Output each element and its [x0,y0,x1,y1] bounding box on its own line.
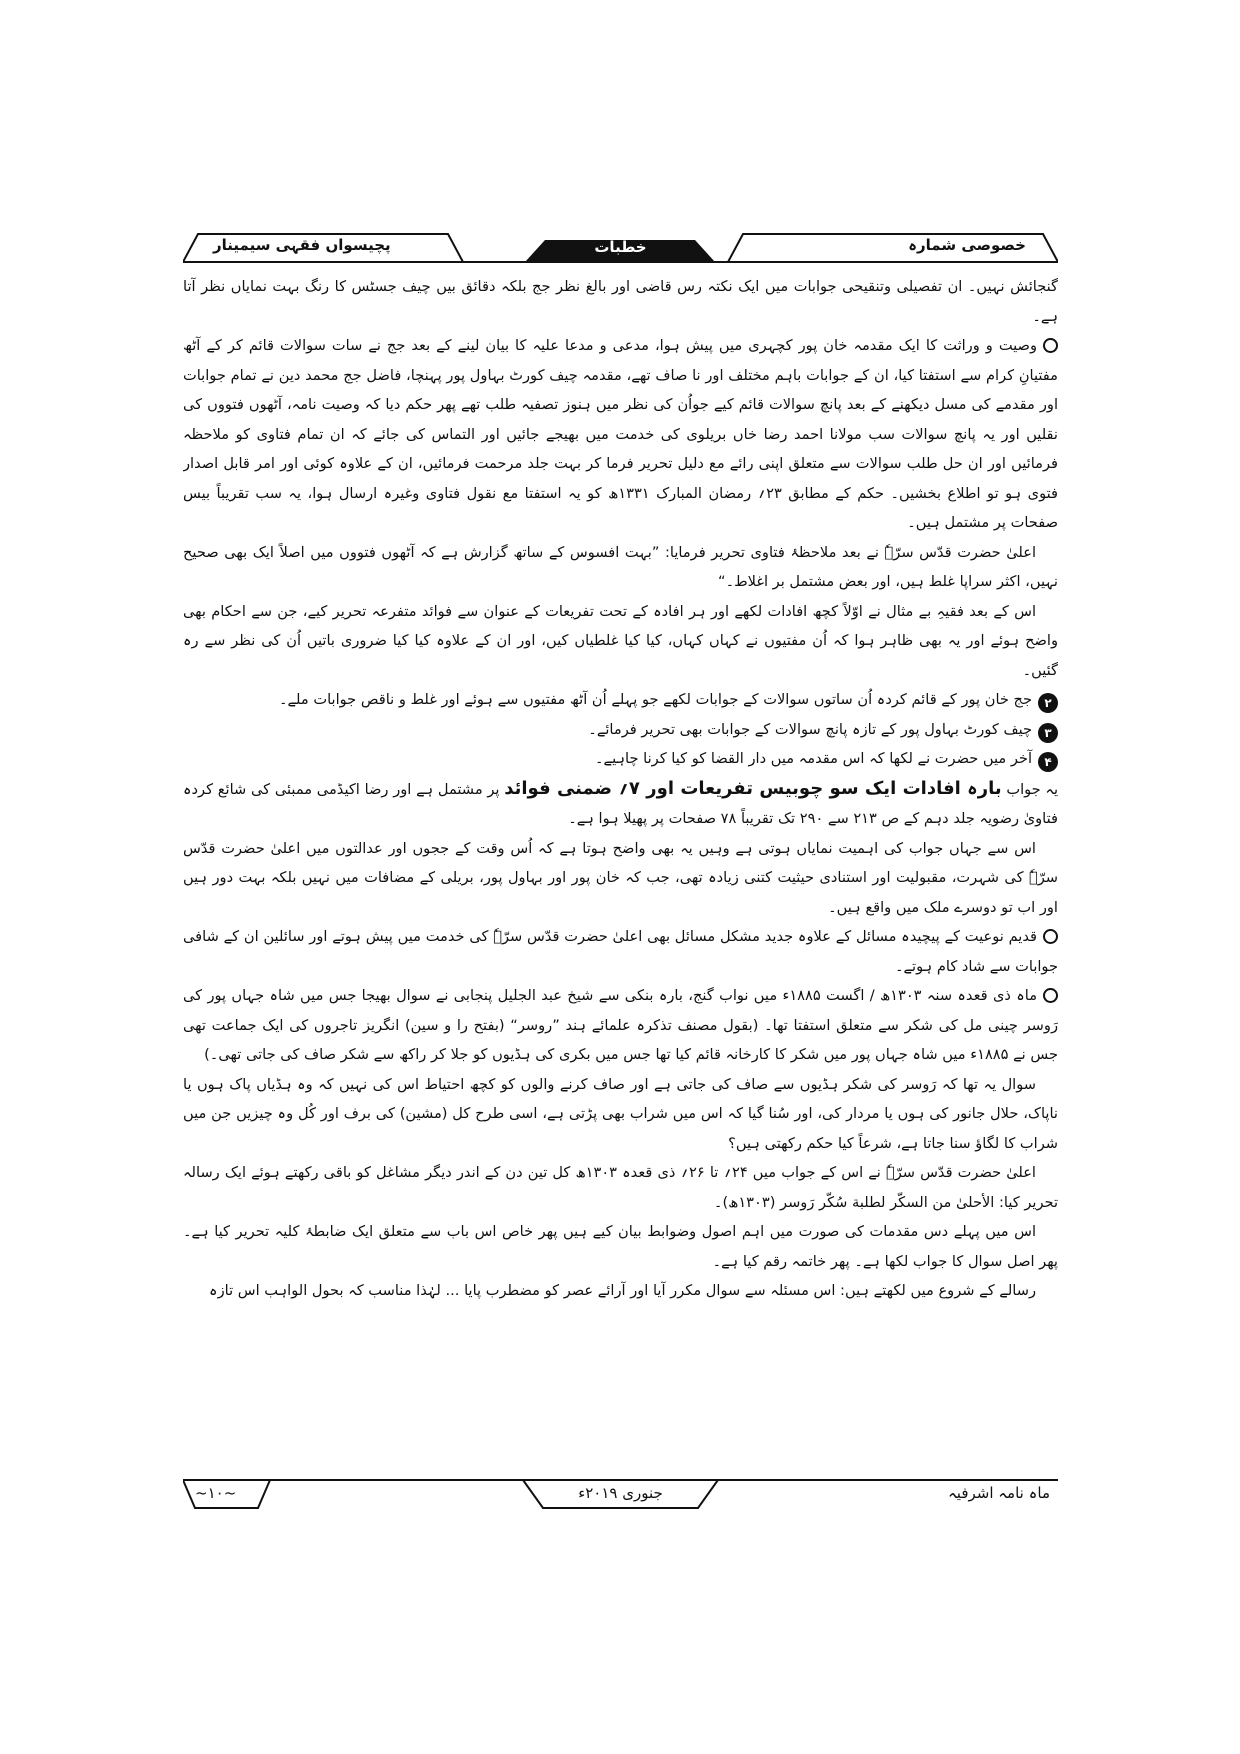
bullet-circle-icon [1043,988,1058,1003]
paragraph-question: سوال یہ تھا کہ رَوسر کی شکر ہڈیوں سے صاف کی جاتی ہے اور صاف کرنے والوں کو کچھ احتیاط اس کی نہیں کہ وہ ہڈیاں پاک ہوں یا ناپاک، حلال جانور کی ہوں یا مردار کی، اور سُنا گیا کہ اس میں شراب بھی پڑتی ہے، اسی طرح کل (مشین) کی برف اور کُل وہ چیزیں جن میں شراب کا لگاؤ سنا جاتا ہے، شرعاً کیا حکم رکھتی ہیں؟ [183,1075,1058,1152]
paragraph-case: وصیت و وراثت کا ایک مقدمہ خان پور کچہری میں پیش ہوا، مدعی و مدعا علیہ کا بیان لینے کے بعد جج نے سات سوالات قائم کر کے آٹھ مفتیانِ کرام سے استفتا کیا، ان کے جوابات باہم مختلف اور نا صاف تھے، مقدمہ چیف کورٹ بہاول پور پہنچا، فاضل جج محمد دین نے تمام جوابات اور مقدمے کی مسل دیکھنے کے بعد پانچ سوالات قائم کیے جواُن کی نظر میں ہنوز تصفیہ طلب تھے پھر حکم دیا کہ وصیت نامہ، آٹھوں فتووں کی نقلیں اور یہ پانچ سوالات سب مولانا احمد رضا خاں بریلوی کی خدمت میں بھیجے جائیں اور التماس کی جائے کہ ان تمام فتاوی کو ملاحظہ فرمائیں اور ان حل طلب سوالات سے متعلق اپنی رائے مع دلیل تحریر فرما کر بہت جلد مرحمت فرمائیں، ان کے علاوہ کوئی اور امر قابل اصدار فتوی ہو تو اطلاع بخشیں۔ حکم کے مطابق ۲۳؍ رمضان المبارک ۱۳۳۱ھ کو یہ استفتا مع نقول فتاوی وغیرہ ارسال ہوا، یہ سب تقریباً بیس صفحات پر مشتمل ہیں۔ [183,337,1058,531]
paragraph-structure: اس میں پہلے دس مقدمات کی صورت میں اہم اصول وضوابط بیان کیے ہیں پھر خاص اس باب سے متعلق ایک ضابطۂ کلیہ تحریر کیا ہے۔ پھر اصل سوال کا جواب لکھا ہے۔ پھر خاتمہ رقم کیا ہے۔ [183,1223,1058,1270]
paragraph-new-issues: قدیم نوعیت کے پیچیدہ مسائل کے علاوہ جدید مشکل مسائل بھی اعلیٰ حضرت قدّس سرّہٗ کی خدمت میں پیش ہوتے اور سائلین ان کے شافی جوابات سے شاد کام ہوتے۔ [183,928,1058,975]
paragraph-summary: یہ جواب بارہ افادات ایک سو چوبیس تفریعات اور ۷؍ ضمنی فوائد پر مشتمل ہے اور رضا اکیڈمی ممبئی کی شائع کردہ فتاویٰ رضویہ جلد دہم کے ص ۲۱۳ سے ۲۹۰ تک تقریباً ۷۸ صفحات پر پھیلا ہوا ہے۔ [183,777,1058,827]
bullet-circle-icon [1043,929,1058,944]
paragraph-quote: اعلیٰ حضرت قدّس سرّہٗ نے بعد ملاحظۂ فتاوی تحریر فرمایا: ”بہت افسوس کے ساتھ گزارش ہے کہ آٹھوں فتووں میں اصلاً ایک بھی صحیح نہیں، اکثر سراپا غلط ہیں، اور بعض مشتمل بر اغلاط۔“ [183,543,1058,590]
number-badge-icon: ۳ [1038,723,1058,743]
paragraph-rosar: ماہ ذی قعدہ سنہ ۱۳۰۳ھ / اگست ۱۸۸۵ء میں نواب گنج، بارہ بنکی سے شیخ عبد الجلیل پنجابی نے سوال بھیجا جس میں شاہ جہاں پور کی رَوسر چینی مل کی شکر سے متعلق استفتا تھا۔ (بقول مصنف تذکرہ علمائے ہند ”روسر“ (بفتح را و سین) انگریز تاجروں کی ایک جماعت تھی جس نے ۱۸۸۵ء میں شاہ جہاں پور میں شکر کا کارخانہ قائم کیا تھا جس میں بکری کی ہڈیوں کو جلا کر راکھ سے شکر صاف کی جاتی تھی۔) [183,987,1058,1063]
numbered-item: ۳چیف کورٹ بہاول پور کے تازہ پانچ سوالات کے جوابات بھی تحریر فرمائے۔ [183,715,1058,745]
header-section-label: خطبات [594,238,647,256]
header-issue-label: خصوصی شمارہ [908,236,1026,254]
footer-magazine-name: ماہ نامہ اشرفیہ [948,1484,1050,1502]
header-seminar-label: پچیسواں فقہی سیمینار [213,236,391,254]
paragraph-afadat: اس کے بعد فقیہِ بے مثال نے اوّلاً کچھ افادات لکھے اور ہر افادہ کے تحت تفریعات کے عنوان سے فوائد متفرعہ تحریر کیے، جن سے احکام بھی واضح ہوئے اور یہ بھی ظاہر ہوا کہ اُن مفتیوں نے کہاں کہاں، کیا کیا غلطیاں کیں، اور ان کے علاوہ کیا کیا ضروری باتیں اُن کی نظر سے رہ گئیں۔ [183,602,1058,679]
paragraph-intro: گنجائش نہیں۔ ان تفصیلی وتنقیحی جوابات میں ایک نکتہ رس قاضی اور بالغ نظر جج بلکہ دقائق بیں چیف جسٹس کا رنگ بہت نمایاں نظر آتا ہے۔ [183,278,1058,325]
footer-issue-date: جنوری ۲۰۱۹ء [578,1484,663,1502]
numbered-item: ۲جج خان پور کے قائم کردہ اُن ساتوں سوالات کے جوابات لکھے جو پہلے اُن آٹھ مفتیوں سے ہوئے اور غلط و ناقص جوابات ملے۔ [183,685,1058,715]
numbered-item: ۴آخر میں حضرت نے لکھا کہ اس مقدمہ میں دار القضا کو کیا کرنا چاہیے۔ [183,744,1058,774]
number-badge-icon: ۲ [1038,693,1058,713]
footer-page-number: ~۱۰~ [195,1484,237,1502]
bullet-circle-icon [1043,338,1058,353]
article-body [183,272,1058,1467]
number-badge-icon: ۴ [1038,752,1058,772]
paragraph-answer: اعلیٰ حضرت قدّس سرّہٗ نے اس کے جواب میں ۲۴؍ تا ۲۶؍ ذی قعدہ ۱۳۰۳ھ کل تین دن کے اندر دیگر مشاغل کو باقی رکھتے ہوئے ایک رسالہ تحریر کیا: الأحلیٰ من السکّر لطلبة سُکّر رَوسر (۱۳۰۳ھ)۔ [183,1164,1058,1211]
page-footer [183,1478,1058,1512]
page-header [183,232,1058,264]
paragraph-significance: اس سے جہاں جواب کی اہمیت نمایاں ہوتی ہے وہیں یہ بھی واضح ہوتا ہے کہ اُس وقت کے ججوں اور عدالتوں میں اعلیٰ حضرت قدّس سرّہٗ کی شہرت، مقبولیت اور استنادی حیثیت کتنی زیادہ تھی، جب کہ خان پور اور بہاول پور، بریلی کے مضافات میں نہیں بلکہ بہت دور ہیں اور اب تو دوسرے ملک میں واقع ہیں۔ [183,839,1058,916]
summary-highlight: بارہ افادات ایک سو چوبیس تفریعات اور ۷؍ ضمنی فوائد [504,777,1002,799]
paragraph-risala-start: رسالے کے شروع میں لکھتے ہیں: اس مسئلہ سے سوال مکرر آیا اور آرائے عصر کو مضطرب پایا ... لہٰذا مناسب کہ بحول الواہب اس تازہ [209,1282,1036,1299]
